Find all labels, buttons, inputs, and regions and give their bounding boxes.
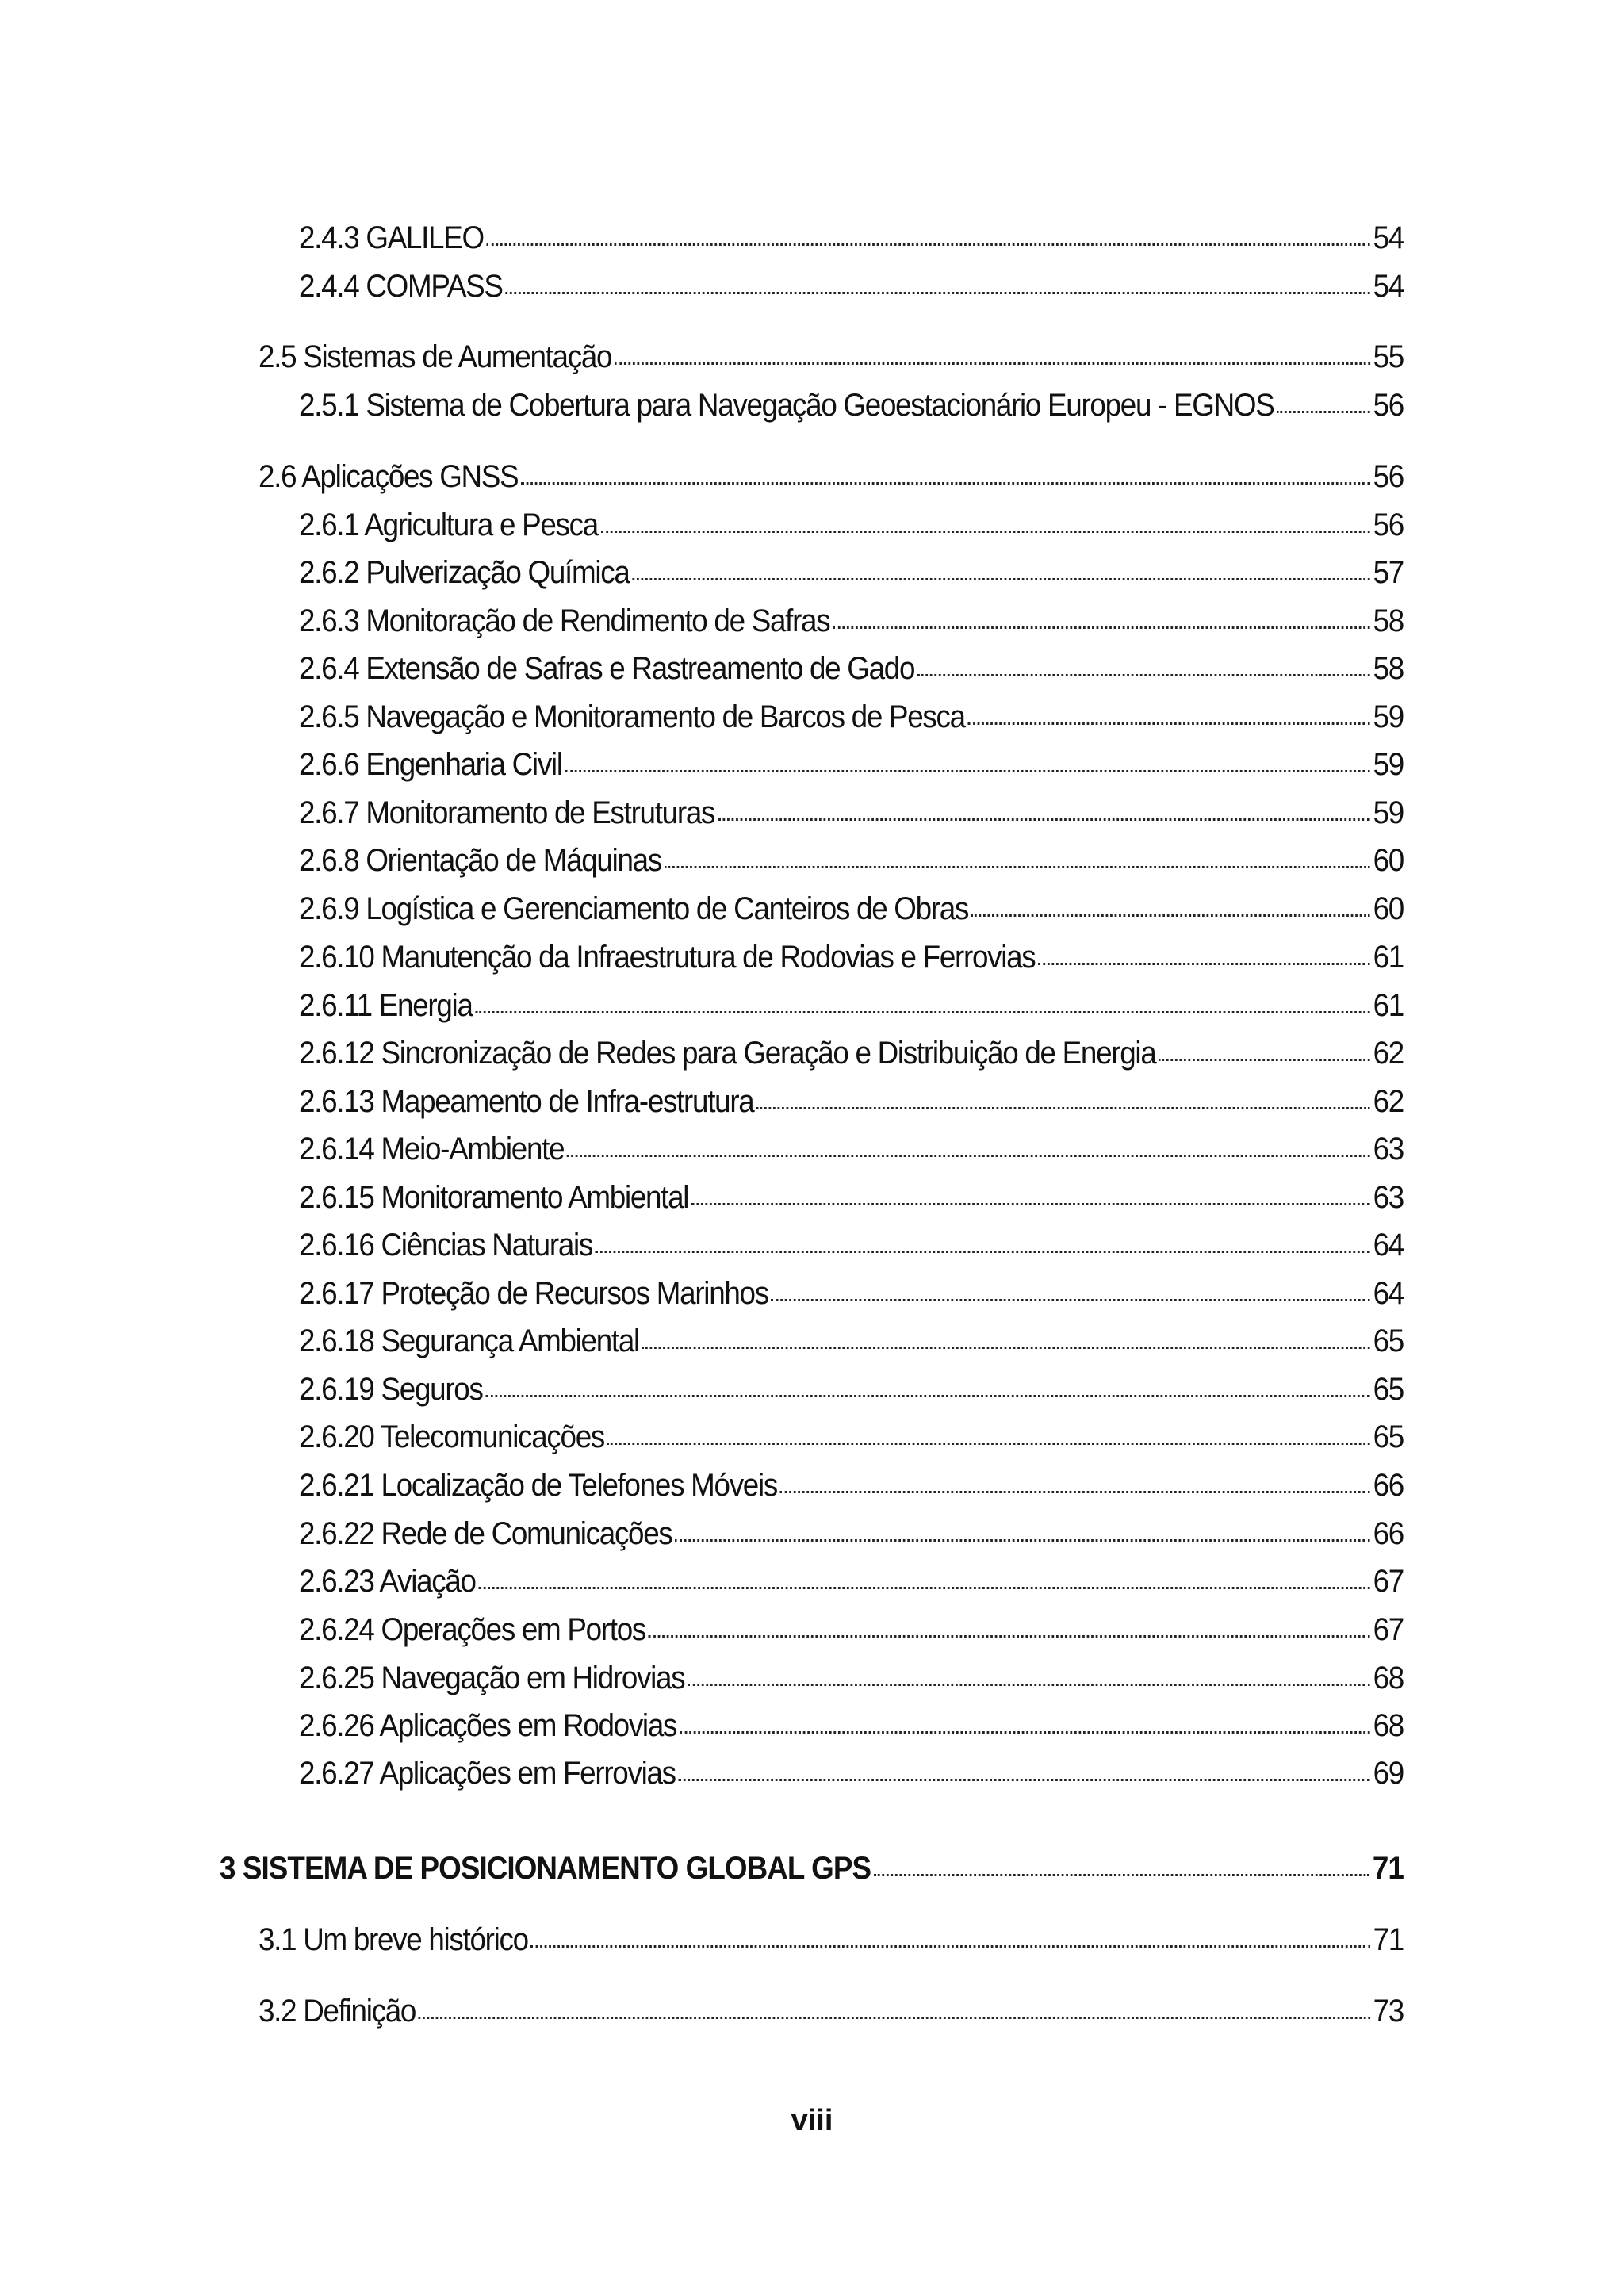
toc-entry-title: 2.6.7 Monitoramento de Estruturas [299,795,715,830]
toc-entry-title: 2.6.16 Ciências Naturais [299,1228,593,1262]
toc-entry[interactable] [299,1659,1404,1697]
toc-page-number: 65 [1373,1372,1404,1407]
toc-page-number: 54 [1373,220,1404,255]
dot-leader [756,1107,1370,1109]
toc-entry[interactable] [299,1515,1404,1553]
toc-entry[interactable] [299,386,1404,424]
toc-entry-title: 2.5 Sistemas de Aumentação [259,339,612,374]
toc-page-number: 59 [1373,699,1404,734]
toc-entry[interactable] [299,506,1404,544]
dot-leader [874,1874,1369,1876]
toc-entry[interactable] [299,1370,1404,1408]
toc-entry[interactable] [299,1466,1404,1504]
toc-entry[interactable] [299,1178,1404,1216]
toc-page-number: 68 [1373,1708,1404,1743]
dot-leader [772,1299,1370,1301]
toc-entry-title: 2.6.10 Manutenção da Infraestrutura de Rodovias e Ferrovias [299,940,1036,975]
toc-entry[interactable] [299,1754,1404,1792]
toc-entry[interactable] [299,1562,1404,1600]
toc-entry-title: 2.5.1 Sistema de Cobertura para Navegação Geoestacionário Europeu - EGNOS [299,388,1274,423]
toc-page-number: 62 [1373,1084,1404,1119]
dot-leader [632,578,1370,580]
toc-entry[interactable] [299,1130,1404,1168]
toc-entry-title: 2.6.19 Seguros [299,1372,483,1407]
toc-page-number: 64 [1373,1276,1404,1311]
dot-leader [565,770,1370,772]
toc-page-number: 61 [1373,988,1404,1023]
toc-entry[interactable] [299,1611,1404,1649]
toc-page-number: 73 [1373,1994,1404,2029]
toc-entry-title: 2.6.24 Operações em Portos [299,1612,645,1647]
toc-entry-title: 3.2 Definição [259,1994,416,2029]
dot-leader [665,866,1370,868]
toc-page-number: 62 [1373,1036,1404,1071]
toc-entry-title: 2.6.23 Aviação [299,1564,476,1599]
toc-entry-title: 2.6.27 Aplicações em Ferrovias [299,1756,676,1791]
toc-entry[interactable] [299,794,1404,832]
toc-entry-title: 2.6.18 Segurança Ambiental [299,1324,639,1358]
dot-leader [780,1491,1370,1493]
dot-leader [530,1945,1369,1948]
toc-page-number: 68 [1373,1661,1404,1695]
toc-entry-title: 3 SISTEMA DE POSICIONAMENTO GLOBAL GPS [220,1851,871,1886]
dot-leader [917,674,1370,676]
toc-entry[interactable] [299,219,1404,257]
toc-page-number: 54 [1373,269,1404,304]
dot-leader [521,482,1370,485]
toc-page-number: 71 [1372,1851,1404,1886]
dot-leader [680,1731,1370,1734]
dot-leader [833,626,1370,629]
toc-entry[interactable] [299,841,1404,879]
dot-leader [596,1251,1370,1253]
toc-entry-title: 2.6.26 Aplicações em Rodovias [299,1708,677,1743]
toc-entry[interactable] [299,1226,1404,1264]
toc-entry[interactable] [299,1707,1404,1745]
dot-leader [691,1203,1370,1205]
dot-leader [419,2017,1370,2019]
dot-leader [505,292,1370,294]
toc-entry[interactable] [299,938,1404,976]
toc-entry-title: 2.6.1 Agricultura e Pesca [299,508,598,542]
toc-entry-title: 2.6.12 Sincronização de Redes para Geração e Distribuição de Energia [299,1036,1156,1071]
toc-entry[interactable] [299,1082,1404,1121]
toc-entry[interactable] [299,554,1404,592]
toc-page-number: 58 [1373,651,1404,686]
toc-entry-title: 2.6.11 Energia [299,988,473,1023]
toc-entry-title: 2.6.9 Logística e Gerenciamento de Canteiros de Obras [299,891,969,926]
dot-leader [675,1539,1370,1542]
toc-entry-title: 3.1 Um breve histórico [259,1922,528,1957]
toc-entry-title: 2.6.21 Localização de Telefones Móveis [299,1468,777,1503]
toc-entry-title: 2.6.5 Navegação e Monitoramento de Barcos de Pesca [299,699,965,734]
dot-leader [678,1779,1369,1781]
dot-leader [642,1347,1370,1349]
toc-page-number: 65 [1373,1324,1404,1358]
toc-entry[interactable] [259,458,1404,496]
toc-entry-title: 2.6.13 Mapeamento de Infra-estrutura [299,1084,754,1119]
toc-entry-title: 2.6.22 Rede de Comunicações [299,1516,672,1551]
toc-entry-title: 2.6 Aplicações GNSS [259,459,519,494]
toc-page-number: 60 [1373,843,1404,878]
toc-entry[interactable] [259,338,1404,376]
dot-leader [649,1635,1370,1638]
toc-entry-title: 2.6.2 Pulverização Química [299,555,630,590]
toc-page-number: 63 [1373,1132,1404,1167]
toc-entry-title: 2.6.25 Navegação em Hidrovias [299,1661,685,1695]
toc-page-number: 60 [1373,891,1404,926]
dot-leader [718,818,1370,821]
toc-page-number: 58 [1373,603,1404,638]
toc-entry[interactable] [299,1418,1404,1456]
dot-leader [688,1684,1370,1686]
toc-entry-title: 2.6.3 Monitoração de Rendimento de Safras [299,603,830,638]
toc-page-number: 57 [1373,555,1404,590]
toc-page-number: 64 [1373,1228,1404,1262]
dot-leader [601,531,1370,533]
toc-page-number: 56 [1373,508,1404,542]
toc-page-number: 66 [1373,1516,1404,1551]
dot-leader [475,1011,1370,1013]
dot-leader [967,722,1369,725]
toc-page-number: 61 [1373,940,1404,975]
toc-entry-title: 2.6.8 Orientação de Máquinas [299,843,661,878]
page-number-footer: viii [791,2104,833,2137]
dot-leader [567,1155,1370,1157]
toc-entry[interactable] [299,698,1404,736]
toc-page-number: 66 [1373,1468,1404,1503]
toc-entry[interactable] [299,1034,1404,1072]
toc-entry[interactable] [259,1992,1404,2030]
toc-entry[interactable] [299,1274,1404,1312]
toc-entry-title: 2.6.20 Telecomunicações [299,1420,604,1454]
toc-entry[interactable] [299,267,1404,305]
toc-entry-title: 2.6.17 Proteção de Recursos Marinhos [299,1276,768,1311]
toc-page-number: 55 [1373,339,1404,374]
toc-page-number: 56 [1373,459,1404,494]
toc-entry[interactable] [299,890,1404,928]
toc-entry-title: 2.6.15 Monitoramento Ambiental [299,1180,689,1215]
dot-leader [607,1443,1370,1445]
toc-page-number: 59 [1373,795,1404,830]
toc-entry-title: 2.6.4 Extensão de Safras e Rastreamento de Gado [299,651,915,686]
dot-leader [487,243,1370,246]
dot-leader [615,362,1370,365]
dot-leader [1277,411,1370,413]
dot-leader [485,1395,1370,1397]
toc-entry[interactable] [259,1921,1404,1959]
toc-page-number: 59 [1373,747,1404,782]
toc-page-number: 63 [1373,1180,1404,1215]
toc-chapter-entry[interactable] [220,1849,1404,1887]
toc-page-number: 69 [1373,1756,1404,1791]
dot-leader [971,914,1370,917]
toc-entry-title: 2.6.6 Engenharia Civil [299,747,562,782]
toc-entry-title: 2.6.14 Meio-Ambiente [299,1132,565,1167]
dot-leader [1159,1059,1370,1061]
dot-leader [478,1587,1370,1589]
toc-page-number: 67 [1373,1564,1404,1599]
toc-entry[interactable] [299,987,1404,1025]
toc-entry[interactable] [299,745,1404,784]
toc-entry[interactable] [299,649,1404,688]
toc-entry[interactable] [299,1322,1404,1360]
toc-entry-title: 2.4.3 GALILEO [299,220,484,255]
toc-page-number: 67 [1373,1612,1404,1647]
toc-page-number: 56 [1373,388,1404,423]
toc-entry[interactable] [299,602,1404,640]
dot-leader [1038,963,1370,965]
toc-page-number: 65 [1373,1420,1404,1454]
toc-page-number: 71 [1373,1922,1404,1957]
toc-entry-title: 2.4.4 COMPASS [299,269,503,304]
